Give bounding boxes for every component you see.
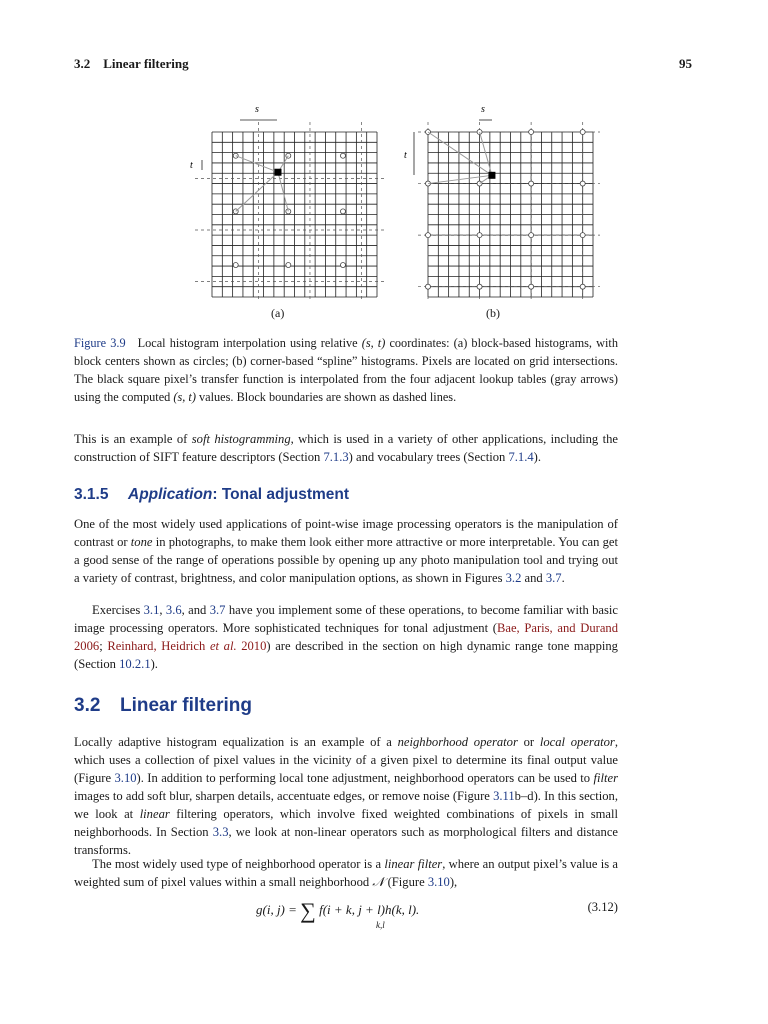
- block-center-circle: [286, 263, 291, 268]
- subsection-title-emphasis: Application: [128, 486, 213, 503]
- block-center-circle: [340, 153, 345, 158]
- paragraph-linear-filter: [74, 855, 618, 891]
- text: filtering operators, which involve fixed weighted combinations of pixels in small neighborhoods. In Section: [74, 807, 619, 839]
- text: ).: [533, 450, 542, 464]
- exercise-link[interactable]: 3.7: [209, 603, 226, 617]
- sum-subscript: k,l: [376, 920, 385, 930]
- running-head: [74, 56, 189, 72]
- figure-link[interactable]: 3.2: [505, 571, 522, 585]
- text: This is an example of: [74, 432, 192, 446]
- text: The most widely used type of neighborhood operator is a: [92, 857, 385, 871]
- text: ;: [99, 639, 108, 653]
- text: have you implement some of these operations, to become familiar with basic image processing operators. More sophisticated techniques for tonal adjustment (: [74, 603, 618, 635]
- block-center-circle: [477, 284, 482, 289]
- text: ),: [449, 875, 458, 889]
- text: , where an output pixel’s value is a weighted sum of pixel values within a small neighborhood: [74, 857, 618, 889]
- block-center-circle: [426, 233, 431, 238]
- citation-link[interactable]: Bae, Paris, and Durand 2006: [74, 621, 619, 653]
- paragraph-exercises: [74, 601, 618, 673]
- block-center-circle: [580, 181, 585, 186]
- figure-panel-b: [418, 122, 600, 300]
- paragraph-neighborhood-operators: [74, 733, 618, 859]
- text: , and: [181, 603, 210, 617]
- figure-panel-b-label: (b): [486, 306, 500, 320]
- block-center-circle: [580, 284, 585, 289]
- text: and: [521, 571, 546, 585]
- figure-caption: [74, 334, 618, 406]
- block-center-circle: [477, 233, 482, 238]
- block-center-circle: [529, 181, 534, 186]
- subsection-title: : Tonal adjustment: [212, 486, 350, 503]
- gray-arrow: [236, 156, 278, 173]
- gray-arrow: [428, 175, 492, 183]
- emphasis: filter: [593, 771, 618, 785]
- equation-rhs: f(i + k, j + l)h(k, l).: [315, 902, 420, 917]
- subsection-number: 3.1.5: [74, 486, 109, 503]
- citation-year: 2010: [236, 639, 267, 653]
- section-title: Linear filtering: [120, 695, 252, 716]
- caption-text: values. Block boundaries are shown as dashed lines.: [195, 390, 457, 404]
- text: ). In addition to performing local tone adjustment, neighborhood operators can be used to: [136, 771, 594, 785]
- section-link[interactable]: 7.1.3: [323, 450, 349, 464]
- block-center-circle: [340, 209, 345, 214]
- citation-link[interactable]: [107, 639, 266, 653]
- panel-b-t-label: t: [404, 150, 407, 161]
- equation-3-12: [74, 892, 618, 932]
- citation-emphasis: et al.: [209, 639, 237, 653]
- paragraph-soft-histogramming: [74, 430, 618, 466]
- text: , which uses a collection of pixel values in the vicinity of a given pixel to determine its final output value (Figure: [74, 735, 618, 785]
- text: Locally adaptive histogram equalization is an example of a: [74, 735, 398, 749]
- caption-math: (s, t): [361, 336, 386, 350]
- equation-body: [256, 898, 419, 924]
- figure-caption-label[interactable]: Figure 3.9: [74, 336, 126, 350]
- equation-number: (3.12): [587, 900, 618, 914]
- text: b–d). In this section, we look at: [74, 789, 619, 821]
- emphasis: neighborhood operator: [397, 735, 518, 749]
- block-center-circle: [580, 233, 585, 238]
- caption-math: (s, t): [173, 390, 196, 404]
- figure-link[interactable]: 3.10: [427, 875, 450, 889]
- text: images to add soft blur, sharpen details, accentuate edges, or remove noise (Figure: [74, 789, 494, 803]
- subsection-heading: [74, 486, 349, 504]
- text: ,: [159, 603, 166, 617]
- caption-text: Local histogram interpolation using relative: [137, 336, 362, 350]
- black-pixel: [488, 172, 495, 179]
- text: , we look at non-linear operators such as morphological filters and distance transforms.: [74, 825, 618, 857]
- panel-a-s-label: s: [255, 104, 259, 115]
- block-center-circle: [580, 130, 585, 135]
- section-link[interactable]: 10.2.1: [119, 657, 151, 671]
- figure-link[interactable]: 3.7: [545, 571, 562, 585]
- block-center-circle: [529, 130, 534, 135]
- math-symbol: 𝒩: [372, 875, 385, 889]
- emphasis: linear: [139, 807, 170, 821]
- paragraph-tonal-adjustment: [74, 515, 618, 587]
- block-center-circle: [426, 284, 431, 289]
- exercise-link[interactable]: 3.1: [143, 603, 160, 617]
- figure-link[interactable]: 3.10: [114, 771, 137, 785]
- equation-lhs: g(i, j) =: [256, 902, 301, 917]
- figure-panel-a: [195, 122, 385, 300]
- gray-arrow: [428, 132, 492, 175]
- figure-3-9: [180, 100, 610, 305]
- block-center-circle: [233, 263, 238, 268]
- emphasis: linear filter: [384, 857, 443, 871]
- block-center-circle: [340, 263, 345, 268]
- caption-text: coordinates: (a) block-based histograms, with block centers shown as circles; (b) corner-based “spline” histograms. Pixels are located on grid intersections. The black square pixel’s transfer function is interpolated from the four adjacent lookup tables (gray arrows) using the computed: [74, 336, 618, 404]
- block-center-circle: [529, 233, 534, 238]
- block-center-circle: [529, 284, 534, 289]
- text: (Figure: [384, 875, 428, 889]
- text: ).: [150, 657, 158, 671]
- emphasis: local operator: [539, 735, 615, 749]
- running-head-section-title: Linear filtering: [103, 56, 189, 71]
- section-number: 3.2: [74, 695, 101, 716]
- panel-a-t-label: t: [190, 160, 193, 171]
- exercise-link[interactable]: 3.6: [165, 603, 182, 617]
- text: or: [517, 735, 540, 749]
- section-heading: [74, 695, 252, 717]
- text: Exercises: [92, 603, 144, 617]
- black-pixel: [275, 169, 282, 176]
- figure-panel-a-label: (a): [271, 306, 285, 320]
- text: , which is used in a variety of other applications, including the construction of SIFT feature descriptors (Section: [74, 432, 618, 464]
- citation-text: Reinhard, Heidrich: [107, 639, 210, 653]
- text: ) are described in the section on high dynamic range tone mapping (Section: [74, 639, 618, 671]
- text: in photographs, to make them look either more attractive or more interpretable. You can get a good sense of the range of operations possible by opening up any photo manipulation tool and trying out a variety of contrast, brightness, and color manipulation options, as shown in Figures: [74, 535, 618, 585]
- figure-link[interactable]: 3.11: [493, 789, 515, 803]
- text: .: [561, 571, 565, 585]
- section-link[interactable]: 3.3: [212, 825, 229, 839]
- emphasis: soft histogramming: [191, 432, 291, 446]
- text: One of the most widely used applications of point-wise image processing operators is the manipulation of contrast or: [74, 517, 618, 549]
- emphasis: tone: [130, 535, 153, 549]
- sum-symbol: ∑: [300, 898, 316, 923]
- section-link[interactable]: 7.1.4: [508, 450, 534, 464]
- page-number: 95: [679, 56, 692, 71]
- panel-b-s-label: s: [481, 104, 485, 115]
- text: ) and vocabulary trees (Section: [348, 450, 509, 464]
- running-head-section-number: 3.2: [74, 56, 91, 71]
